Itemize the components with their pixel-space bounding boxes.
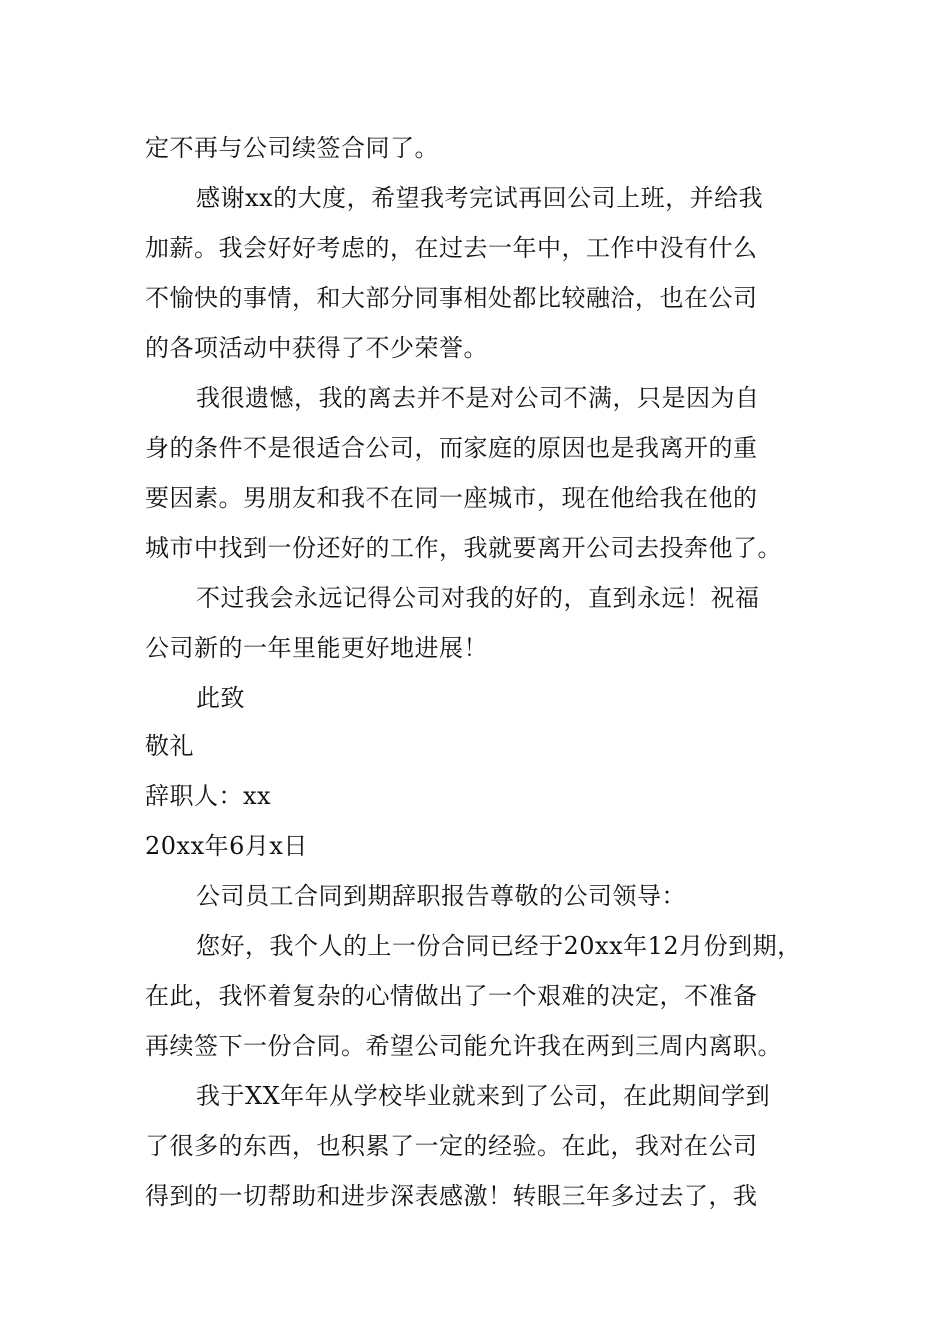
- text-line: 再续签下一份合同。希望公司能允许我在两到三周内离职。: [145, 1032, 782, 1060]
- text-line: 定不再与公司续签合同了。: [145, 134, 439, 162]
- text-line: 要因素。男朋友和我不在同一座城市，现在他给我在他的: [145, 484, 758, 512]
- section-heading: 公司员工合同到期辞职报告尊敬的公司领导：: [196, 882, 686, 910]
- text-line: 您好，我个人的上一份合同已经于20xx年12月份到期，: [196, 932, 802, 960]
- text-line: 得到的一切帮助和进步深表感激！转眼三年多过去了，我: [145, 1182, 758, 1210]
- text-line: 不愉快的事情，和大部分同事相处都比较融洽，也在公司: [145, 284, 758, 312]
- signer-line: 辞职人：xx: [145, 782, 272, 810]
- text-line: 加薪。我会好好考虑的，在过去一年中，工作中没有什么: [145, 234, 758, 262]
- text-line: 我于XX年年从学校毕业就来到了公司，在此期间学到: [196, 1082, 771, 1110]
- text-line: 我很遗憾，我的离去并不是对公司不满，只是因为自: [196, 384, 760, 412]
- text-line: 不过我会永远记得公司对我的好的，直到永远！祝福: [196, 584, 760, 612]
- salutation-regards: 敬礼: [145, 732, 194, 760]
- text-line: 在此，我怀着复杂的心情做出了一个艰难的决定，不准备: [145, 982, 758, 1010]
- text-line: 的各项活动中获得了不少荣誉。: [145, 334, 488, 362]
- text-line: 了很多的东西，也积累了一定的经验。在此，我对在公司: [145, 1132, 758, 1160]
- date-line: 20xx年6月x日: [145, 832, 308, 860]
- text-line: 公司新的一年里能更好地进展！: [145, 634, 488, 662]
- salutation-closing: 此致: [196, 684, 245, 712]
- text-line: 身的条件不是很适合公司，而家庭的原因也是我离开的重: [145, 434, 758, 462]
- text-line: 城市中找到一份还好的工作，我就要离开公司去投奔他了。: [145, 534, 782, 562]
- text-line: 感谢xx的大度，希望我考完试再回公司上班，并给我: [196, 184, 764, 212]
